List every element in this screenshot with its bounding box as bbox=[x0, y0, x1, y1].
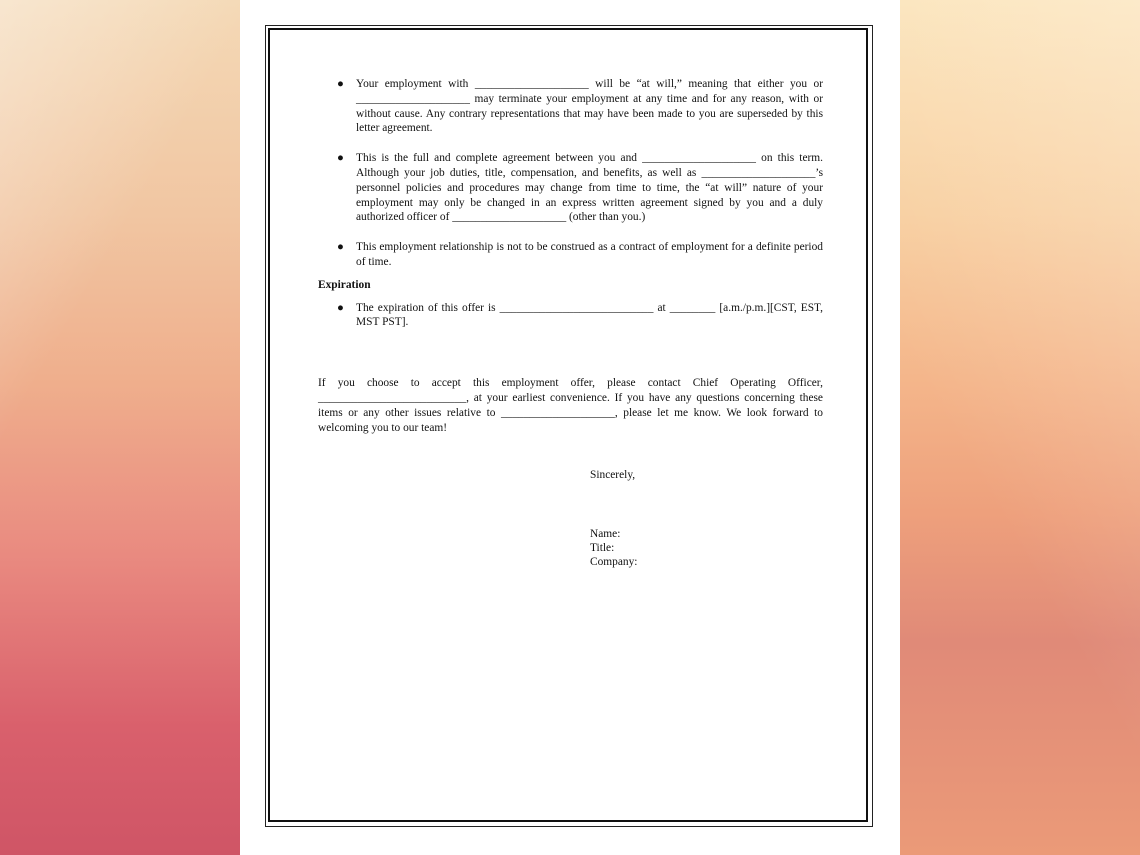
bullet-text: This employment relationship is not to be construed as a contract of employment for a definite period of time. bbox=[356, 241, 823, 268]
company-label: Company: bbox=[590, 556, 638, 569]
bullet-text: This is the full and complete agreement between you and ____________________ on this term. Although your job duties, title, compensation, and benefits, as well as ____________________’s personnel policies and procedures may change from time to time, the “at will” nature of your employment may only be changed in an express written agreement signed by you and a duly authorized officer of ____________________ (other than you.) bbox=[356, 152, 823, 224]
bullet-dot: ● bbox=[337, 301, 344, 314]
bullet-full-agreement bbox=[318, 151, 823, 225]
bullet-at-will bbox=[318, 77, 823, 136]
bullet-text: Your employment with ____________________ will be “at will,” meaning that either you or ____________________ may terminate your employment at any time and for any reason, with or without cause. Any contrary representations that may have been made to you are superseded by this letter agreement. bbox=[356, 78, 823, 135]
expiration-heading: Expiration bbox=[318, 278, 371, 291]
closing-paragraph: If you choose to accept this employment offer, please contact Chief Operating Officer, __________________________, at your earliest convenience. If you have any questions concerning these items or any other issues relative to ____________________, please let me know. We look forward to welcoming you to our team! bbox=[318, 377, 823, 434]
bullet-text: The expiration of this offer is ___________________________ at ________ [a.m./p.m.][CST, EST, MST PST]. bbox=[356, 301, 823, 329]
name-label: Name: bbox=[590, 528, 621, 541]
bullet-dot: ● bbox=[337, 241, 344, 254]
letter-body bbox=[318, 77, 823, 569]
bullet-expiration bbox=[318, 301, 823, 331]
bullet-dot: ● bbox=[337, 78, 344, 90]
background-right-gradient bbox=[900, 0, 1140, 855]
document-page bbox=[240, 0, 900, 855]
signature-block bbox=[590, 527, 823, 569]
bullet-not-contract bbox=[318, 240, 823, 270]
bullet-dot: ● bbox=[337, 152, 344, 165]
sincerely-line: Sincerely, bbox=[590, 469, 636, 482]
background-left-gradient bbox=[0, 0, 240, 855]
title-label: Title: bbox=[590, 542, 615, 555]
